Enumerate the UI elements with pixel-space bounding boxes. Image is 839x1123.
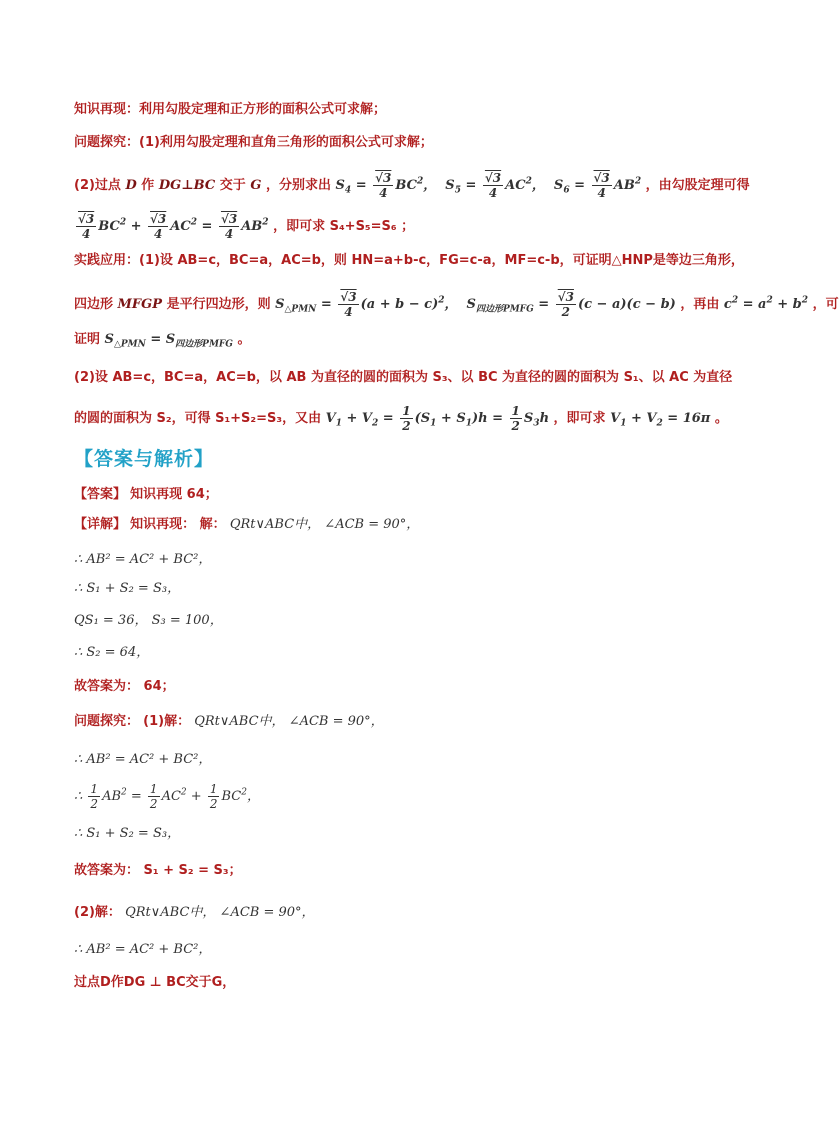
detail-step: ∴ AB² = AC² + BC²， [74,942,212,957]
equality-formula: $\frac{√3}{4}$ $BC^2$ + $\frac{√3}{4}$ $AC^2$ = $\frac{√3}{4}$ $AB^2$ [78,212,269,241]
answer-text: 知识再现 64； [130,487,218,502]
text-seg: 。 [714,411,728,426]
text-seg: (2)过点 [74,178,121,193]
analysis-line-1 [74,101,386,119]
text-seg: S₄+S₅=S₆ [329,219,397,234]
text-seg: ∴ [74,789,83,804]
detail-intro: 知识再现： 解： [130,517,226,532]
analysis-line-9 [74,404,728,433]
detail-answer: 故答案为： S₁ + S₂ = S₃； [74,863,242,878]
text-seg: (2)解： [74,905,121,920]
text-seg: (1)解： [143,714,191,729]
math-expr: ∠ACB = 90°， [219,905,315,920]
detail-step: QS₁ = 36， S₃ = 100， [74,613,223,628]
text-seg: ，即可求 [553,411,606,426]
analysis-line-4 [74,212,414,241]
detail-step: ∴ AB² = AC² + BC²， [74,752,212,767]
math-expr: DG⊥BC [158,178,216,193]
area-equality: $S_{\triangle PMN} = S_{四边形PMFG}$ [104,332,233,350]
analysis-text: 知识再现：利用勾股定理和正方形的面积公式可求解； [74,102,387,117]
text-seg: ， [246,789,260,804]
math-expr: ∠ACB = 90°， [288,714,384,729]
detail-step: ∴ S₁ + S₂ = S₃， [74,581,181,596]
pythagoras-formula: $c^2 = a^2 + b^2$ [723,295,809,312]
text-seg: ，由勾股定理可得 [645,178,750,193]
detail-step: ∴ S₂ = 64， [74,645,150,660]
section-heading: 【答案与解析】 [74,448,215,470]
math-expr: QRt∨ABC中， [229,517,321,532]
detail-line-1 [74,516,419,534]
answer-line [74,486,218,504]
text-seg: 问题探究： [74,714,140,729]
text-seg: ，再由 [680,297,720,312]
analysis-line-2 [74,134,433,152]
analysis-line-8 [74,369,732,387]
math-expr: QRt∨ABC中， [194,714,285,729]
analysis-line-6 [74,290,839,319]
text-seg: 的圆的面积为 S₂，可得 S₁+S₂=S₃，又由 [74,411,322,426]
s4-formula: $S_4$ = $\frac{√3}{4}$ $BC^2$， $S_5$ = $\frac{√3}{4}$ $AC^2$， $S_6$ = $\frac{√3}{4}$ $AB^2$ [335,171,642,200]
answer-label: 【答案】 [74,487,127,502]
text-seg: 。 [237,332,251,347]
detail-answer: 故答案为： 64； [74,679,175,694]
analysis-text: 实践应用：(1)设 AB=c，BC=a，AC=b，则 HN=a+b-c，FG=c-a，MF=c-b，可证明△HNP是等边三角形， [74,253,744,268]
math-point: G [250,178,262,193]
detail-step: ∴ S₁ + S₂ = S₃， [74,826,181,841]
math-point: D [125,178,137,193]
detail-step-fractions: ∴ $\frac{1}{2}$ $AB^2$ = $\frac{1}{2}$ $AC^2$ + $\frac{1}{2}$ $BC^2$， [74,782,260,811]
math-expr: ∠ACB = 90°， [324,517,420,532]
area-formula: $S_{\triangle PMN}$ = $\frac{√3}{4}$ $(a + b - c)^2$， $S_{四边形PMFG}$ = $\frac{√3}{2}$ (c − a)(c − b) [275,290,676,319]
detail-step: 过点D作DG ⊥ BC交于G， [74,975,236,990]
analysis-line-7 [74,331,251,354]
text-seg: ，可 [812,297,839,312]
text-seg: 作 [141,178,155,193]
detail-part2-header [74,904,315,922]
text-seg: 证明 [74,332,101,347]
text-seg: 四边形 [74,297,114,312]
detail-step: ∴ AB² = AC² + BC²， [74,552,212,567]
text-seg: ； [401,219,415,234]
text-seg: 是平行四边形，则 [166,297,271,312]
analysis-line-3 [74,171,750,200]
detail-part1-header [74,713,384,731]
text-seg: 交于 [219,178,246,193]
math-expr: QRt∨ABC中， [125,905,216,920]
math-expr: MFGP [117,297,163,312]
analysis-line-5 [74,252,744,270]
analysis-text: 问题探究：(1)利用勾股定理和直角三角形的面积公式可求解； [74,135,433,150]
detail-label: 【详解】 [74,517,127,532]
volume-result: $V_1 + V_2 = 16\pi$ [610,411,711,429]
analysis-text: (2)设 AB=c，BC=a，AC=b，以 AB 为直径的圆的面积为 S₃、以 BC 为直径的圆的面积为 S₁、以 AC 为直径 [74,370,733,385]
text-seg: ，即可求 [273,219,326,234]
volume-formula: $V_1 + V_2$ = $\frac{1}{2}$ $(S_1 + S_1)h$ = $\frac{1}{2}$ $S_3h$ [325,404,550,433]
text-seg: ，分别求出 [265,178,331,193]
